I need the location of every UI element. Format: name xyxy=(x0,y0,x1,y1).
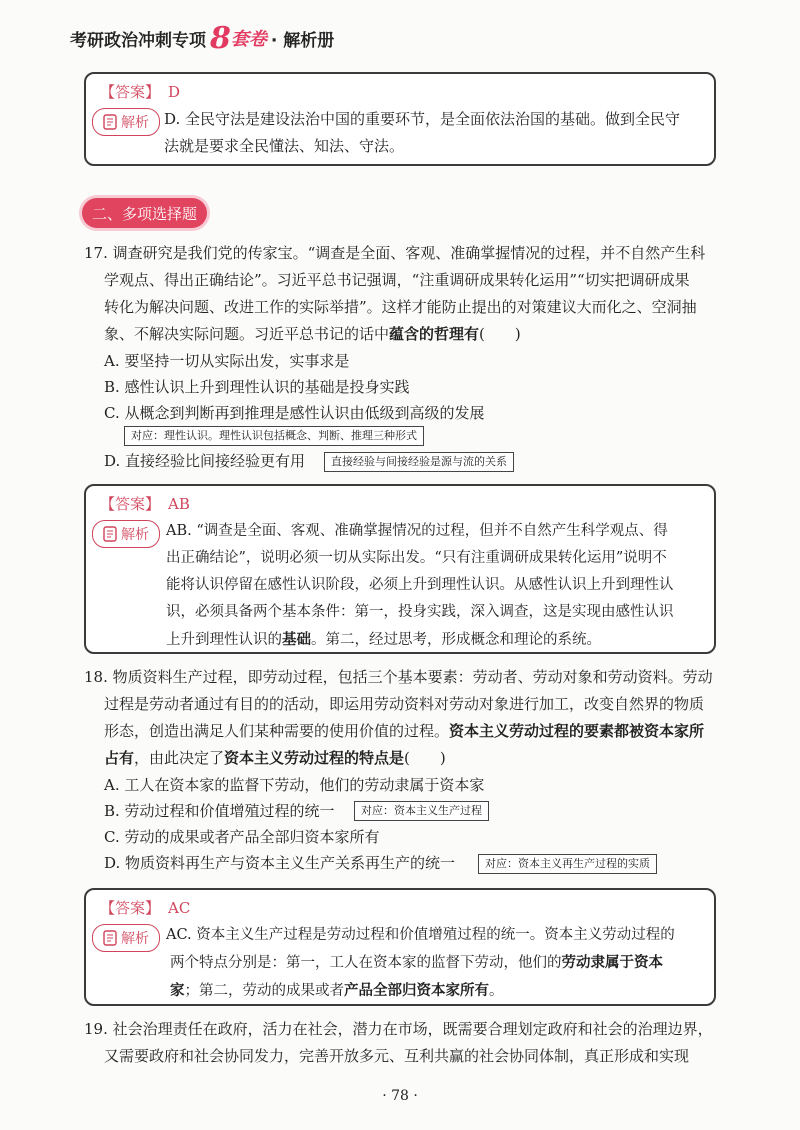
q18-option-a[interactable]: A. 工人在资本家的监督下劳动，他们的劳动隶属于资本家 xyxy=(104,776,485,794)
text-line xyxy=(166,949,708,977)
analysis-label: 解析 xyxy=(121,527,149,543)
q18-option-c[interactable]: C. 劳动的成果或者产品全部归资本家所有 xyxy=(104,828,380,846)
document-icon xyxy=(103,526,117,542)
text-line: 识，必须具备两个基本条件：第一，投身实践，深入调查，这是实现由感性认识 xyxy=(166,604,674,620)
text-span: 上升到理性认识的 xyxy=(166,632,282,648)
q17-explanation xyxy=(166,518,708,654)
q17-option-b[interactable]: B. 感性认识上升到理性认识的基础是投身实践 xyxy=(104,378,410,396)
bold-span: 资本主义劳动过程的要素都被资本家所 xyxy=(449,722,705,740)
text-span: 。第二，经过思考，形成概念和理论的系统。 xyxy=(311,632,601,648)
answer-value: D xyxy=(168,83,181,101)
running-header xyxy=(70,18,334,58)
answer-label: 【答案】 xyxy=(100,899,161,917)
text-span: 两个特点分别是：第一，工人在资本家的监督下劳动，他们的 xyxy=(170,955,562,971)
answer-value: AC xyxy=(168,899,191,917)
q17-stem xyxy=(84,240,724,348)
text-line xyxy=(84,718,724,745)
text-line: 出正确结论”，说明必须一切从实际出发。“只有注重调研成果转化运用”说明不 xyxy=(166,550,667,566)
text-line: 18. 物质资料生产过程，即劳动过程，包括三个基本要素：劳动者、劳动对象和劳动资料。劳动 xyxy=(84,668,713,686)
q16-explanation xyxy=(164,106,708,160)
header-subtitle: · 解析册 xyxy=(270,30,335,51)
q18-option-b[interactable]: B. 劳动过程和价值增殖过程的统一 xyxy=(104,802,335,820)
q18-note-d: 对应：资本主义再生产过程的实质 xyxy=(478,854,657,874)
text-line: AC. 资本主义生产过程是劳动过程和价值增殖过程的统一。资本主义劳动过程的 xyxy=(166,927,675,943)
text-line xyxy=(166,977,708,1005)
answer-label: 【答案】 xyxy=(100,495,161,513)
q18-option-d[interactable]: D. 物质资料再生产与资本主义生产关系再生产的统一 xyxy=(104,854,456,872)
text-line: AB. “调查是全面、客观、准确掌握情况的过程，但并不自然产生科学观点、得 xyxy=(166,523,668,539)
text-span: 。 xyxy=(489,983,504,999)
bold-span: 劳动隶属于资本 xyxy=(561,954,663,971)
text-span: ；第二，劳动的成果或者 xyxy=(184,983,344,999)
text-line: D. 全民守法是建设法治中国的重要环节，是全面依法治国的基础。做到全民守 xyxy=(164,110,681,128)
text-line: 又需要政府和社会协同发力，完善开放多元、互利共赢的社会协同体制，真正形成和实现 xyxy=(104,1047,690,1065)
q17-option-d[interactable]: D. 直接经验比间接经验更有用 xyxy=(104,452,306,470)
analysis-label: 解析 xyxy=(121,931,149,947)
text-line: 转化为解决问题、改进工作的实际举措”。这样才能防止提出的对策建议大而化之、空洞抽 xyxy=(104,298,697,316)
header-eight: 8 xyxy=(210,20,231,56)
blank-paren: ( ) xyxy=(404,749,446,767)
answer-value: AB xyxy=(168,495,190,513)
text-line: 过程是劳动者通过有目的的活动，即运用劳动资料对劳动对象进行加工，改变自然界的物质 xyxy=(104,695,705,713)
q17-option-a[interactable]: A. 要坚持一切从实际出发，实事求是 xyxy=(104,352,350,370)
q17-option-c[interactable]: C. 从概念到判断再到推理是感性认识由低级到高级的发展 xyxy=(104,404,485,422)
answer-label: 【答案】 xyxy=(100,83,161,101)
q17-note-d: 直接经验与间接经验是源与流的关系 xyxy=(324,452,514,472)
analysis-label: 解析 xyxy=(121,115,149,131)
header-tao: 套卷 xyxy=(230,29,267,50)
q17-answer xyxy=(100,493,190,514)
bold-span: 产品全部归资本家所有 xyxy=(344,982,489,999)
q17-note-c: 对应：理性认识。理性认识包括概念、判断、推理三种形式 xyxy=(124,426,424,446)
text-span: ，由此决定了 xyxy=(134,749,225,767)
document-icon xyxy=(103,114,117,130)
text-line xyxy=(84,745,724,772)
bold-span: 基础 xyxy=(282,631,311,648)
text-span: 象、不解决实际问题。习近平总书记的话中 xyxy=(104,325,390,343)
q18-note-b: 对应：资本主义生产过程 xyxy=(354,801,489,821)
text-span: 形态，创造出满足人们某种需要的使用价值的过程。 xyxy=(104,722,450,740)
bold-span: 占有 xyxy=(104,749,135,767)
text-line: 17. 调查研究是我们党的传家宝。“调查是全面、客观、准确掌握情况的过程，并不自然产生科 xyxy=(84,244,706,262)
text-line: 能将认识停留在感性认识阶段，必须上升到理性认识。从感性认识上升到理性认 xyxy=(166,577,674,593)
text-line: 学观点、得出正确结论”。习近平总书记强调，“注重调研成果转化运用”“切实把调研成果 xyxy=(104,271,690,289)
q19-stem xyxy=(84,1016,724,1070)
header-title: 考研政治冲刺专项 xyxy=(70,30,206,51)
blank-paren: ( ) xyxy=(479,325,521,343)
text-line xyxy=(84,321,724,348)
bold-span: 家 xyxy=(170,982,185,999)
text-line xyxy=(166,626,708,654)
text-line: 法就是要求全民懂法、知法、守法。 xyxy=(164,137,405,155)
q17-analysis-badge xyxy=(92,520,160,548)
bold-span: 蕴含的哲理有 xyxy=(389,325,480,343)
document-icon xyxy=(103,930,117,946)
q18-answer xyxy=(100,897,190,918)
q18-stem xyxy=(84,664,724,772)
text-line: 19. 社会治理责任在政府，活力在社会，潜力在市场，既需要合理划定政府和社会的治理边界， xyxy=(84,1020,713,1038)
page-number: · 78 · xyxy=(382,1088,418,1104)
q16-answer xyxy=(100,81,180,102)
q16-analysis-badge xyxy=(92,108,160,136)
bold-span: 资本主义劳动过程的特点是 xyxy=(224,749,405,767)
q18-analysis-badge xyxy=(92,924,160,952)
q18-explanation xyxy=(166,922,708,1005)
section-title: 二、多项选择题 xyxy=(82,198,207,228)
